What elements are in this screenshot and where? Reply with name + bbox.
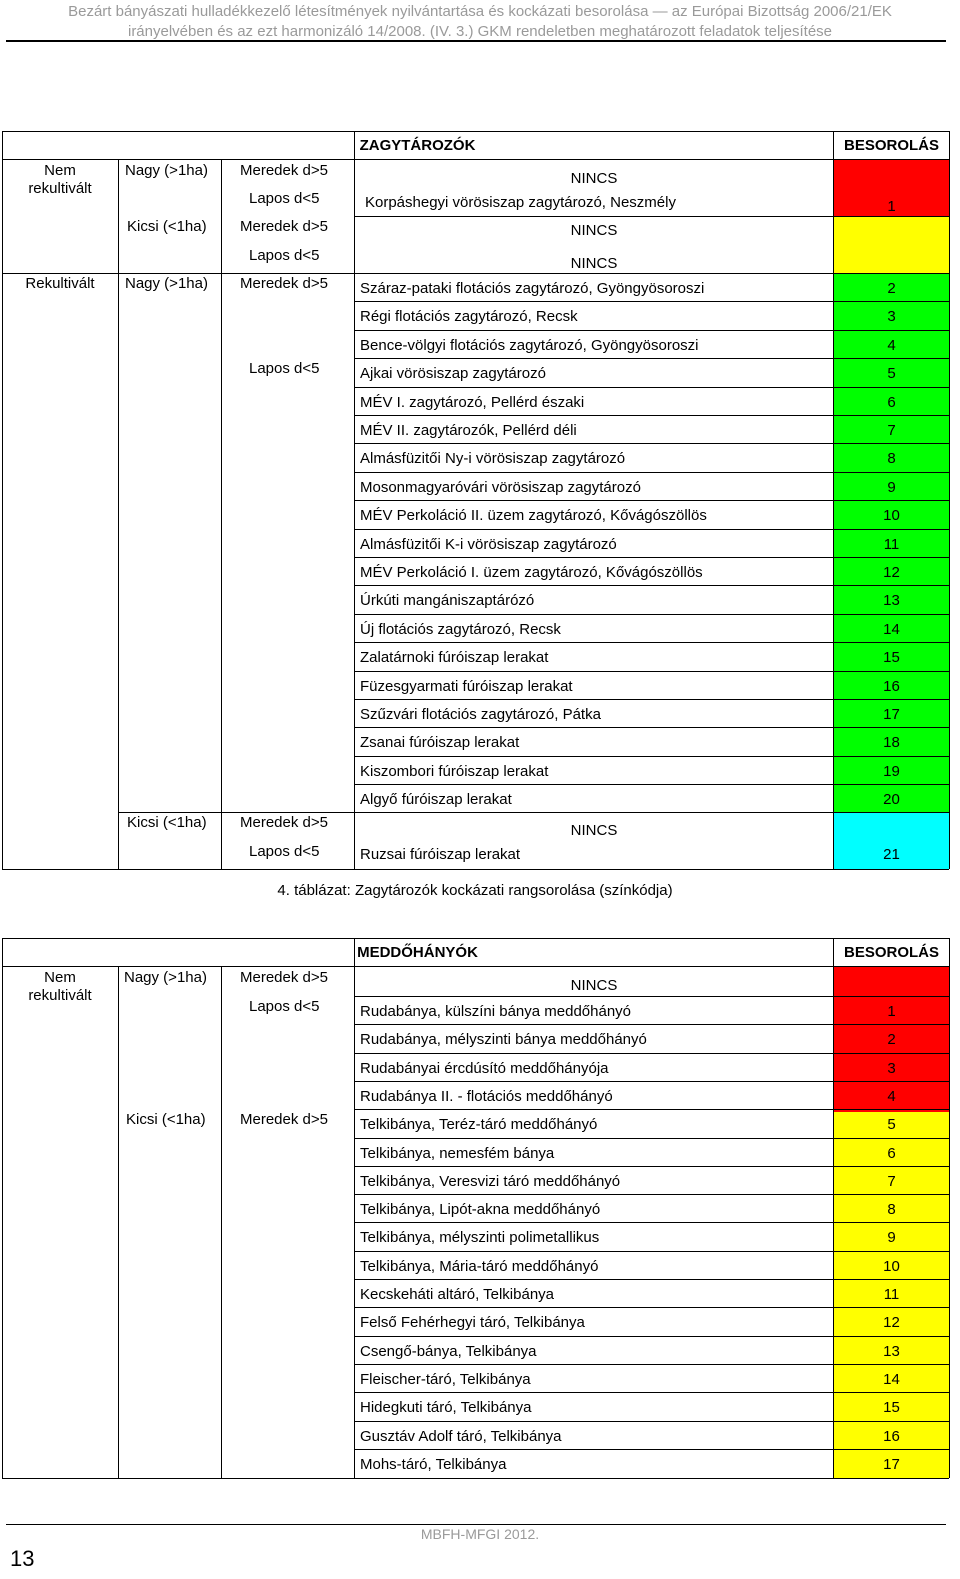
- facility-name: Új flotációs zagytározó, Recsk: [360, 620, 561, 638]
- facility-name: Ruzsai fúróiszap lerakat: [360, 846, 521, 863]
- grid-line: [118, 966, 119, 1478]
- grid-line: [354, 938, 355, 1478]
- grid-line: [355, 1279, 949, 1280]
- grid-line: [355, 1392, 949, 1393]
- facility-name: Szűzvári flotációs zagytározó, Pátka: [360, 706, 601, 723]
- grid-line: [355, 1024, 949, 1025]
- slope-lapos-3: Lapos d<5: [249, 360, 320, 377]
- rank-value: 1: [887, 1003, 896, 1020]
- category-rekultivalt: Rekultivált: [25, 275, 95, 292]
- rank-value: 16: [883, 677, 900, 695]
- rank-value: 7: [887, 1172, 896, 1190]
- facility-name: Kecskeháti altáró, Telkibánya: [360, 1286, 555, 1303]
- rank-value: 8: [887, 450, 896, 468]
- rank-value: 10: [883, 1257, 900, 1275]
- grid-line: [355, 1138, 949, 1139]
- rank-value: 20: [883, 791, 900, 809]
- grid-line: [355, 1307, 949, 1308]
- size-kicsi: Kicsi (<1ha): [126, 1111, 206, 1128]
- rank-value: 15: [883, 1399, 900, 1417]
- facility-name: Algyő fúróiszap lerakat: [360, 791, 512, 809]
- size-kicsi-2: Kicsi (<1ha): [127, 814, 207, 831]
- rank-value: 13: [883, 592, 900, 610]
- rank-value: 13: [883, 1342, 900, 1360]
- rank-value: 11: [883, 535, 900, 553]
- facility-name: Mohs-táró, Telkibánya: [360, 1455, 507, 1473]
- slope-lapos-2: Lapos d<5: [249, 247, 320, 264]
- rank-value: 2: [887, 280, 896, 297]
- header-line-2: irányelvében és az ezt harmonizáló 14/2008. (IV. 3.) GKM rendeletben meghatározott feladatok teljesítése: [127, 23, 833, 40]
- rank-value: 19: [883, 762, 900, 780]
- rank-value: 4: [887, 336, 896, 354]
- grid-line: [355, 1194, 949, 1195]
- facility-name: Rudabánya, mélyszinti bánya meddőhányó: [360, 1031, 647, 1049]
- nincs-3: NINCS: [570, 255, 618, 272]
- grid-line: [355, 1449, 949, 1450]
- table1-besorolas-header: BESOROLÁS: [843, 137, 939, 154]
- grid-line: [355, 1053, 949, 1054]
- facility-name: Mosonmagyaróvári vörösiszap zagytározó: [360, 478, 641, 496]
- nincs: NINCS: [570, 977, 618, 994]
- facility-name: Rudabányai ércdúsító meddőhányója: [360, 1059, 609, 1077]
- footer-org: MBFH-MFGI 2012.: [420, 1526, 540, 1542]
- rank-value: 5: [887, 1116, 896, 1134]
- rank-value: 18: [883, 734, 900, 752]
- facility-name: Korpáshegyi vörösiszap zagytározó, Neszmély: [365, 194, 676, 211]
- facility-name: Csengő-bánya, Telkibánya: [360, 1342, 537, 1360]
- table2-rows: [0, 996, 960, 1478]
- rank-value: 17: [883, 1455, 900, 1473]
- rank-value: 12: [883, 564, 900, 581]
- slope-meredek-4: Meredek d>5: [240, 814, 328, 831]
- size-nagy-1: Nagy (>1ha): [125, 162, 208, 179]
- grid-line: [2, 938, 3, 1478]
- grid-line: [833, 938, 834, 1478]
- grid-line: [355, 1336, 949, 1337]
- rank-value: 8: [887, 1201, 896, 1219]
- rank-value: 21: [883, 846, 900, 863]
- facility-name: Fleischer-táró, Telkibánya: [360, 1370, 531, 1388]
- header-line-1: Bezárt bányászati hulladékkezelő létesítmények nyilvántartása és kockázati besorolása — az Európai Bizottság 2006/21/EK: [68, 3, 892, 20]
- facility-name: Telkibánya, mélyszinti polimetallikus: [360, 1229, 600, 1247]
- category-nem-rekultivalt: Nem rekultivált: [28, 969, 92, 1004]
- nincs-1: NINCS: [570, 170, 618, 187]
- grid-line: [2, 966, 949, 967]
- slope-meredek-1: Meredek d>5: [240, 969, 328, 986]
- facility-name: Felső Fehérhegyi táró, Telkibánya: [360, 1314, 585, 1332]
- nincs-4: NINCS: [570, 822, 618, 839]
- grid-line: [355, 1364, 949, 1365]
- grid-line: [355, 1222, 949, 1223]
- facility-name: Telkibánya, Lipót-akna meddőhányó: [360, 1201, 601, 1219]
- grid-line: [355, 1109, 949, 1110]
- facility-name: Almásfüzitői K-i vörösiszap zagytározó: [360, 535, 617, 553]
- table1-caption: 4. táblázat: Zagytározók kockázati rangsorolása (színkódja): [277, 882, 673, 899]
- grid-line: [221, 966, 222, 1478]
- facility-name: Úrkúti mangániszaptárózó: [360, 592, 535, 610]
- facility-name: Telkibánya, nemesfém bánya: [360, 1144, 555, 1162]
- facility-name: Rudabánya, külszíni bánya meddőhányó: [360, 1003, 632, 1020]
- size-nagy-2: Nagy (>1ha): [125, 275, 208, 292]
- facility-name: Száraz-pataki flotációs zagytározó, Gyöngyösoroszi: [360, 280, 705, 297]
- slope-lapos-1: Lapos d<5: [249, 190, 320, 207]
- nincs-2: NINCS: [570, 222, 618, 239]
- footer-rule: [6, 1524, 946, 1525]
- rank-value: 3: [887, 1059, 896, 1077]
- facility-name: MÉV I. zagytározó, Pellérd északi: [360, 393, 585, 411]
- grid-line: [949, 938, 950, 1478]
- facility-name: Hidegkuti táró, Telkibánya: [360, 1399, 532, 1417]
- size-nagy: Nagy (>1ha): [124, 969, 207, 986]
- facility-name: Telkibánya, Teréz-táró meddőhányó: [360, 1116, 598, 1134]
- facility-name: Zsanai fúróiszap lerakat: [360, 734, 520, 752]
- slope-lapos: Lapos d<5: [249, 998, 320, 1015]
- facility-name: Füzesgyarmati fúróiszap lerakat: [360, 677, 573, 695]
- slope-meredek-2: Meredek d>5: [240, 1111, 328, 1128]
- facility-name: Régi flotációs zagytározó, Recsk: [360, 308, 578, 326]
- rank-value: 14: [883, 620, 900, 638]
- facility-name: MÉV II. zagytározók, Pellérd déli: [360, 422, 577, 439]
- rank-value: 6: [887, 1144, 896, 1162]
- grid-line: [355, 1421, 949, 1422]
- rank-value: 15: [883, 649, 900, 667]
- facility-name: Telkibánya, Veresvizi táró meddőhányó: [360, 1172, 621, 1190]
- facility-name: Ajkai vörösiszap zagytározó: [360, 365, 546, 383]
- facility-name: Almásfüzitői Ny-i vörösiszap zagytározó: [360, 450, 626, 468]
- facility-name: Kiszombori fúróiszap lerakat: [360, 762, 549, 780]
- grid-line: [2, 1478, 949, 1479]
- rank-value: 2: [887, 1031, 896, 1049]
- slope-meredek-2: Meredek d>5: [240, 218, 328, 235]
- rank-value: 14: [883, 1370, 900, 1388]
- table1-title: ZAGYTÁROZÓK: [359, 137, 476, 154]
- table2-title: MEDDŐHÁNYÓK: [357, 944, 478, 961]
- slope-meredek-3: Meredek d>5: [240, 275, 328, 292]
- page-number: 13: [10, 1546, 35, 1571]
- rank-value: 16: [883, 1427, 900, 1445]
- facility-name: Telkibánya, Mária-táró meddőhányó: [360, 1257, 599, 1275]
- rank-value: 7: [887, 422, 896, 439]
- grid-line: [2, 938, 949, 939]
- facility-name: MÉV Perkoláció I. üzem zagytározó, Kővágószöllös: [360, 564, 703, 581]
- category-nem-rekultivalt: Nem rekultivált: [28, 162, 92, 197]
- rank-value: 1: [887, 198, 896, 215]
- rank-value: 17: [883, 706, 900, 723]
- grid-line: [355, 1166, 949, 1167]
- rank-value: 4: [887, 1087, 896, 1105]
- facility-name: Rudabánya II. - flotációs meddőhányó: [360, 1087, 613, 1105]
- rank-value: 11: [883, 1286, 900, 1303]
- rank-value: 5: [887, 365, 896, 383]
- rank-value: 6: [887, 393, 896, 411]
- grid-line: [355, 996, 949, 997]
- slope-meredek-1: Meredek d>5: [240, 162, 328, 179]
- rank-value: 10: [883, 507, 900, 525]
- facility-name: Bence-völgyi flotációs zagytározó, Gyöngyösoroszi: [360, 336, 699, 354]
- table2-besorolas-header: BESOROLÁS: [843, 944, 939, 961]
- facility-name: Gusztáv Adolf táró, Telkibánya: [360, 1427, 562, 1445]
- size-kicsi-1: Kicsi (<1ha): [127, 218, 207, 235]
- rank-value: 12: [883, 1314, 900, 1332]
- grid-line: [355, 1251, 949, 1252]
- rank-value: 3: [887, 308, 896, 326]
- facility-name: Zalatárnoki fúróiszap lerakat: [360, 649, 549, 667]
- rank-value: 9: [887, 1229, 896, 1247]
- grid-line: [355, 1081, 949, 1082]
- facility-name: MÉV Perkoláció II. üzem zagytározó, Kővágószöllös: [360, 507, 707, 525]
- slope-lapos-4: Lapos d<5: [249, 843, 320, 860]
- rank-value: 9: [887, 478, 896, 496]
